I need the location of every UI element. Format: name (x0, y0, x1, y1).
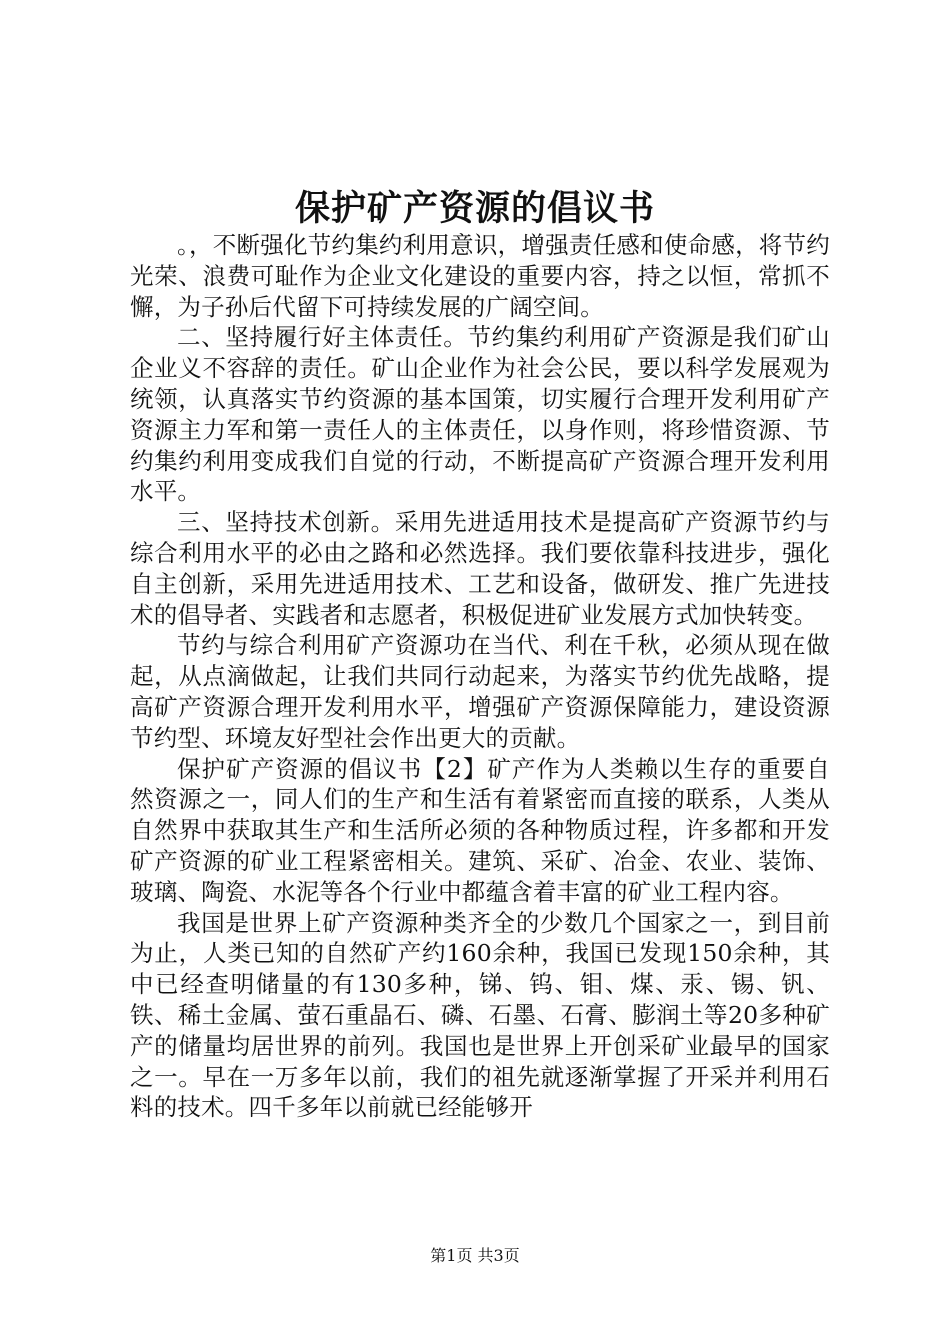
document-title: 保护矿产资源的倡议书 (294, 188, 655, 229)
paragraph: 。，不断强化节约集约利用意识，增强责任感和使命感，将节约光荣、浪费可耻作为企业文化建设的重要内容，持之以恒，常抓不懈，为子孙后代留下可持续发展的广阔空间。 (130, 231, 830, 321)
page-footer: 第1页 共3页 (430, 1246, 520, 1265)
paragraph: 保护矿产资源的倡议书【2】矿产作为人类赖以生存的重要自然资源之一，同人们的生产和生活有着紧密而直接的联系，人类从自然界中获取其生产和生活所必须的各种物质过程，许多都和开发矿产资源的矿业工程紧密相关。建筑、采矿、冶金、农业、装饰、玻璃、陶瓷、水泥等各个行业中都蕴含着丰富的矿业工程内容。 (130, 754, 830, 906)
document-body (130, 230, 830, 1123)
paragraph: 我国是世界上矿产资源种类齐全的少数几个国家之一，到目前为止，人类已知的自然矿产约160余种，我国已发现150余种，其中已经查明储量的有130多种，锑、钨、钼、煤、汞、锡、钒、铁、稀土金属、萤石重晶石、磷、石墨、石膏、膨润土等20多种矿产的储量均居世界的前列。我国也是世界上开创采矿业最早的国家之一。早在一万多年以前，我们的祖先就逐渐掌握了开采并利用石料的技术。四千多年以前就已经能够开 (130, 908, 830, 1122)
paragraph: 三、坚持技术创新。采用先进适用技术是提高矿产资源节约与综合利用水平的必由之路和必然选择。我们要依靠科技进步，强化自主创新，采用先进适用技术、工艺和设备，做研发、推广先进技术的倡导者、实践者和志愿者，积极促进矿业发展方式加快转变。 (130, 508, 830, 629)
paragraph: 节约与综合利用矿产资源功在当代、利在千秋，必须从现在做起，从点滴做起，让我们共同行动起来，为落实节约优先战略，提高矿产资源合理开发利用水平，增强矿产资源保障能力，建设资源节约型、环境友好型社会作出更大的贡献。 (130, 631, 830, 752)
paragraph: 二、坚持履行好主体责任。节约集约利用矿产资源是我们矿山企业义不容辞的责任。矿山企业作为社会公民，要以科学发展观为统领，认真落实节约资源的基本国策，切实履行合理开发利用矿产资源主力军和第一责任人的主体责任，以身作则，将珍惜资源、节约集约利用变成我们自觉的行动，不断提高矿产资源合理开发利用水平。 (130, 323, 830, 506)
